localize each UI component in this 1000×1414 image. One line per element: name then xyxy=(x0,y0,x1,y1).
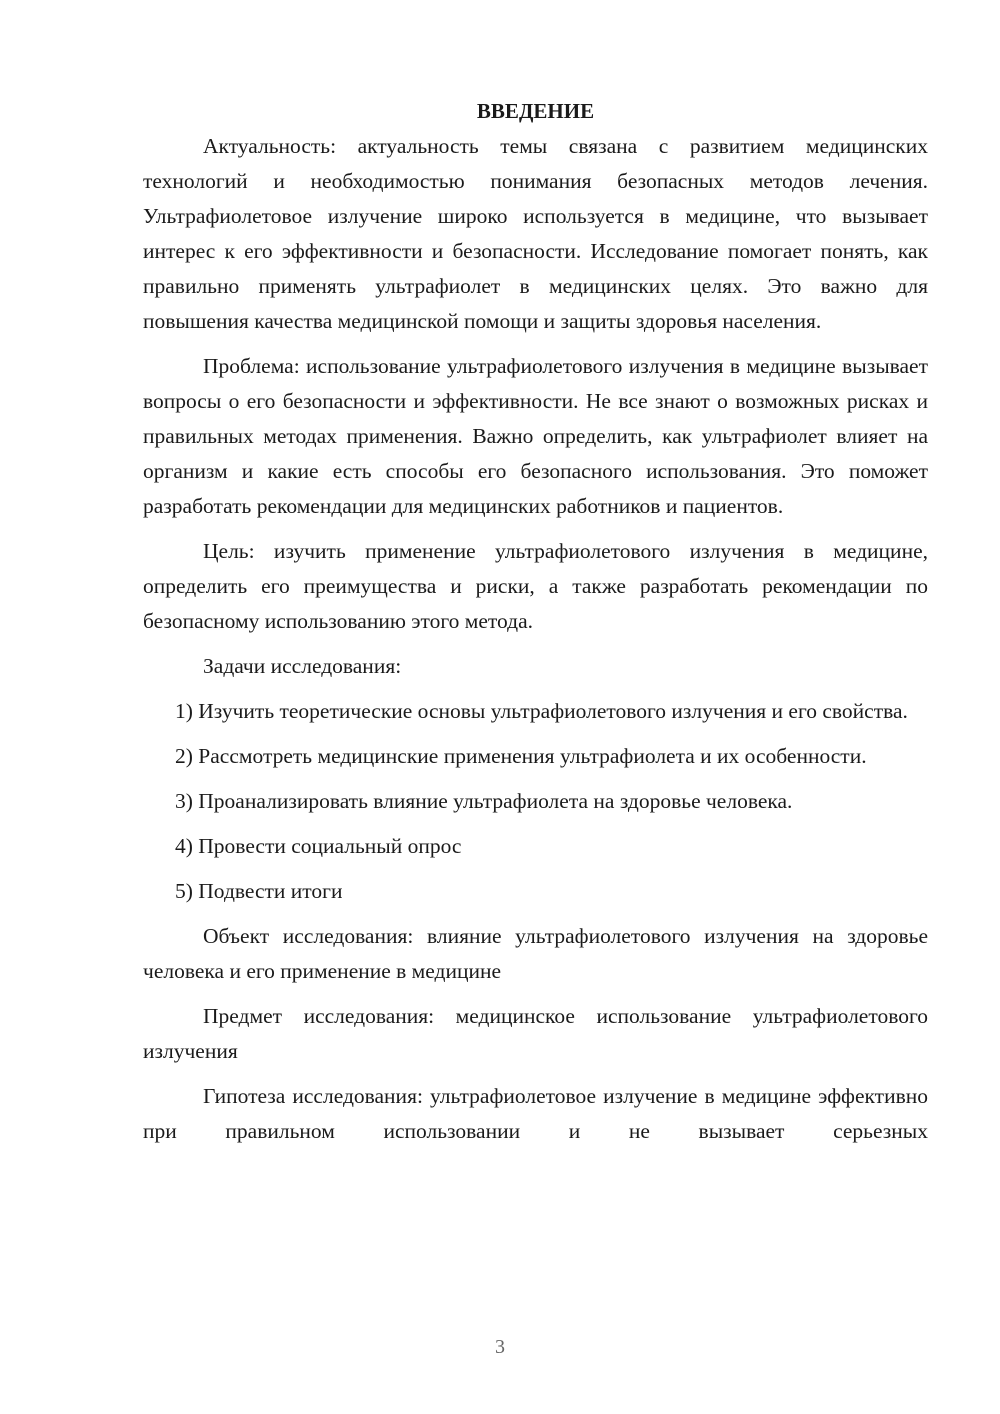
goal-paragraph: Цель: изучить применение ультрафиолетового излучения в медицине, определить его преимущества и риски, а также разработать рекомендации по безопасному использованию этого метода. xyxy=(143,539,928,633)
relevance-paragraph: Актуальность: актуальность темы связана с развитием медицинских технологий и необходимостью понимания безопасных методов лечения. Ультрафиолетовое излучение широко используется в медицине, что вызывает интерес к его эффективности и безопасности. Исследование помогает понять, как правильно применять ультрафиолет в медицинских целях. Это важно для повышения качества медицинской помощи и защиты здоровья населения. xyxy=(143,134,928,333)
subject-paragraph: Предмет исследования: медицинское использование ультрафиолетового излучения xyxy=(143,1004,928,1063)
section-heading: ВВЕДЕНИЕ xyxy=(476,99,595,123)
task-item-4: 4) Провести социальный опрос xyxy=(175,834,462,858)
task-item-5: 5) Подвести итоги xyxy=(175,879,343,903)
page-body xyxy=(143,96,928,1149)
task-item-3: 3) Проанализировать влияние ультрафиолета на здоровье человека. xyxy=(175,789,793,813)
task-item-1: 1) Изучить теоретические основы ультрафиолетового излучения и его свойства. xyxy=(175,699,908,723)
object-paragraph: Объект исследования: влияние ультрафиолетового излучения на здоровье человека и его применение в медицине xyxy=(143,924,928,983)
problem-paragraph: Проблема: использование ультрафиолетового излучения в медицине вызывает вопросы о его безопасности и эффективности. Не все знают о возможных рисках и правильных методах применения. Важно определить, как ультрафиолет влияет на организм и какие есть способы его безопасного использования. Это поможет разработать рекомендации для медицинских работников и пациентов. xyxy=(143,354,928,518)
tasks-heading: Задачи исследования: xyxy=(203,654,402,678)
task-item-2: 2) Рассмотреть медицинские применения ультрафиолета и их особенности. xyxy=(175,744,867,768)
page-number: 3 xyxy=(495,1336,505,1358)
hypothesis-paragraph: Гипотеза исследования: ультрафиолетовое излучение в медицине эффективно при правильном использовании и не вызывает серьезных xyxy=(143,1084,928,1143)
